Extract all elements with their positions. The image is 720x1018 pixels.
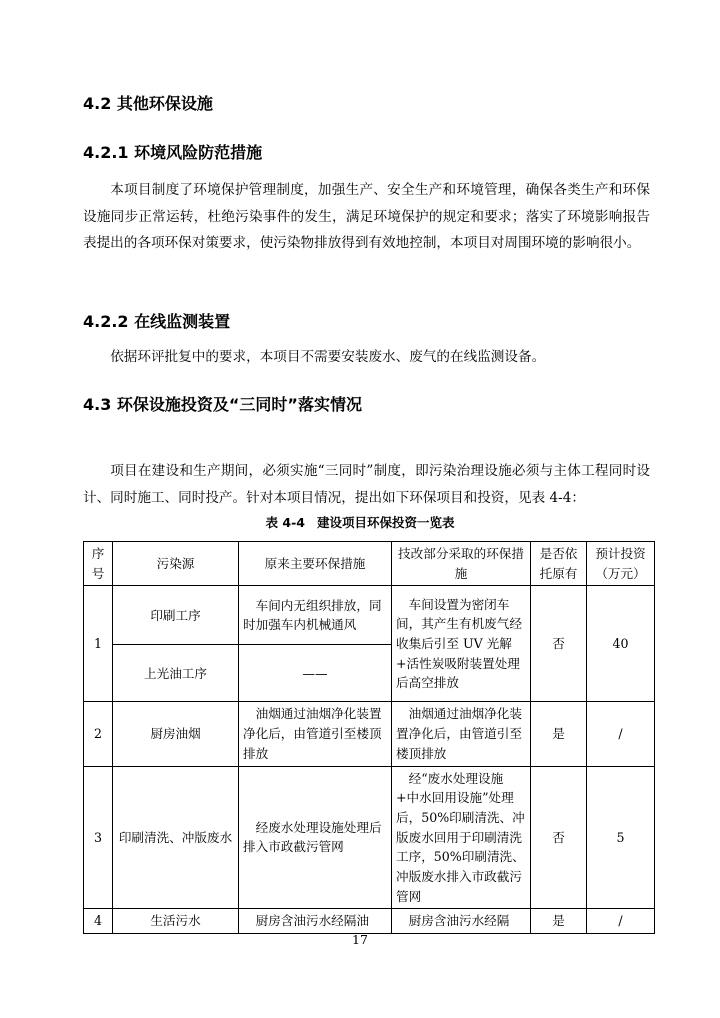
cell-no: 3 [84, 766, 113, 909]
header-invest: 预计投资（万元） [587, 542, 655, 586]
investment-table [83, 541, 655, 934]
header-rely: 是否依托原有 [531, 542, 587, 586]
table-row [84, 586, 655, 645]
cell-rely: 是 [531, 909, 587, 934]
cell-no: 4 [84, 909, 113, 934]
header-source: 污染源 [113, 542, 239, 586]
heading-4-2-2: 4.2.2 在线监测装置 [83, 312, 231, 331]
table-caption-number: 表 4-4 [265, 515, 305, 530]
cell-rely: 否 [531, 586, 587, 702]
header-no: 序号 [84, 542, 113, 586]
cell-invest: 40 [587, 586, 655, 702]
table-header-row [84, 542, 655, 586]
paragraph-online-monitoring: 依据环评批复中的要求，本项目不需要安装废水、废气的在线监测设备。 [110, 349, 546, 365]
table-row [84, 702, 655, 766]
cell-invest: / [587, 909, 655, 934]
cell-original: 经废水处理设施处理后排入市政截污管网 [239, 766, 392, 909]
cell-original: 油烟通过油烟净化装置净化后，由管道引至楼顶排放 [239, 702, 392, 766]
cell-source: 印刷工序 [113, 586, 239, 645]
table-caption-title: 建设项目环保投资一览表 [316, 515, 455, 530]
paragraph-risk-prevention: 本项目制度了环境保护管理制度，加强生产、安全生产和环境管理，确保各类生产和环保设施同步正常运转，杜绝污染事件的发生，满足环境保护的规定和要求；落实了环境影响报告表提出的各项环保对策要求，使污染物排放得到有效地控制，本项目对周围环境的影响很小。 [83, 182, 650, 251]
cell-source: 印刷清洗、冲版废水 [113, 766, 239, 909]
cell-reform: 经“废水处理设施+中水回用设施”处理后，50%印刷清洗、冲版废水回用于印刷清洗工序，50%印刷清洗、冲版废水排入市政截污管网 [392, 766, 531, 909]
heading-4-3: 4.3 环保设施投资及“三同时”落实情况 [83, 395, 362, 414]
table-row [84, 766, 655, 909]
cell-reform: 厨房含油污水经隔 [392, 909, 531, 934]
cell-rely: 否 [531, 766, 587, 909]
table-row [84, 909, 655, 934]
cell-invest: / [587, 702, 655, 766]
cell-source: 生活污水 [113, 909, 239, 934]
cell-source: 厨房油烟 [113, 702, 239, 766]
cell-original: 车间内无组织排放，同时加强车内机械通风 [239, 586, 392, 645]
cell-reform: 油烟通过油烟净化装置净化后，由管道引至楼顶排放 [392, 702, 531, 766]
cell-rely: 是 [531, 702, 587, 766]
heading-4-2-1: 4.2.1 环境风险防范措施 [83, 143, 263, 162]
cell-original: —— [239, 645, 392, 702]
paragraph-three-simultaneous: 项目在建设和生产期间，必须实施“三同时”制度，即污染治理设施必须与主体工程同时设计、同时施工、同时投产。针对本项目情况，提出如下环保项目和投资，见表 4-4： [83, 463, 650, 506]
cell-no: 1 [84, 586, 113, 702]
header-original: 原来主要环保措施 [239, 542, 392, 586]
cell-reform: 车间设置为密闭车间，其产生有机废气经收集后引至 UV 光解+活性炭吸附装置处理后高空排放 [392, 586, 531, 702]
page-number: 17 [352, 932, 368, 947]
cell-source: 上光油工序 [113, 645, 239, 702]
header-reform: 技改部分采取的环保措施 [392, 542, 531, 586]
heading-4-2: 4.2 其他环保设施 [83, 94, 213, 113]
cell-invest: 5 [587, 766, 655, 909]
cell-original: 厨房含油污水经隔油 [239, 909, 392, 934]
cell-no: 2 [84, 702, 113, 766]
